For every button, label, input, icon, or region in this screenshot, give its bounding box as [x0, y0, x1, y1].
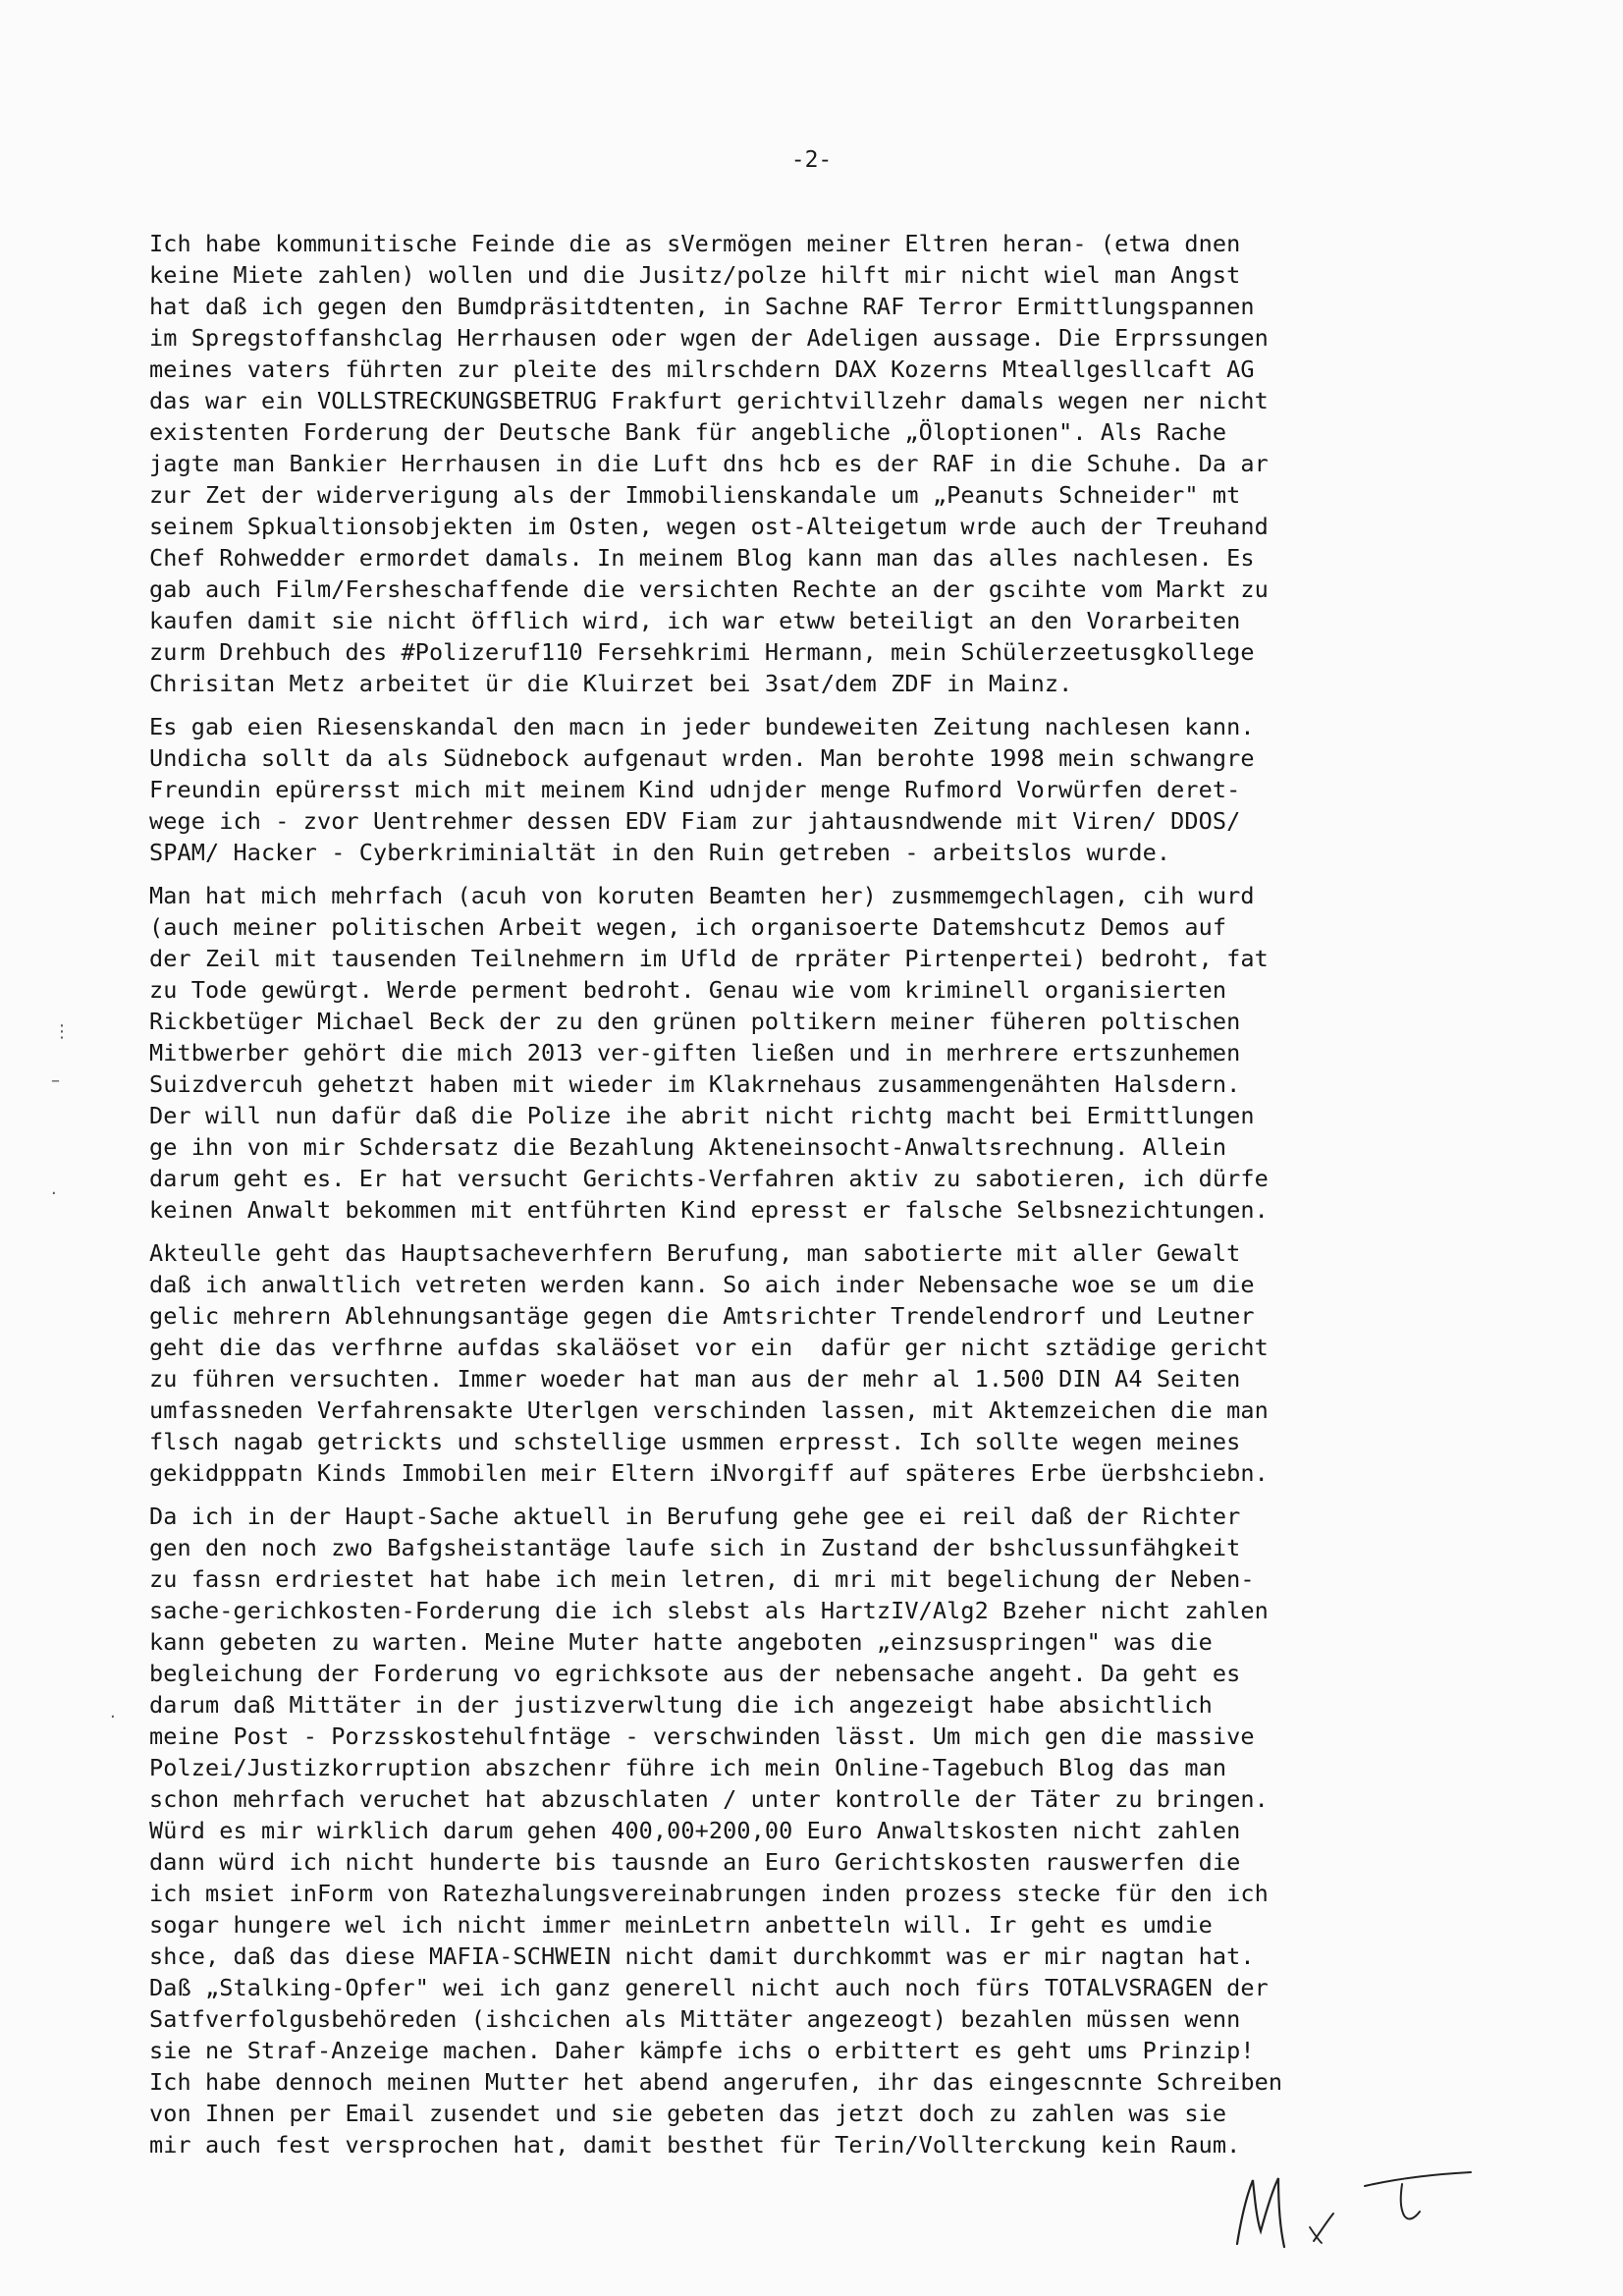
- text-line: seinem Spkualtionsobjekten im Osten, wegen ost-Alteigetum wrde auch der Treuhand: [149, 513, 1269, 540]
- text-line: das war ein VOLLSTRECKUNGSBETRUG Frakfurt gerichtvillzehr damals wegen ner nicht: [149, 387, 1269, 414]
- text-line: hat daß ich gegen den Bumdpräsitdtenten, in Sachne RAF Terror Ermittlungspannen: [149, 293, 1255, 320]
- text-line: Es gab eien Riesenskandal den macn in jeder bundeweiten Zeitung nachlesen kann.: [149, 713, 1255, 740]
- text-line: Rickbetüger Michael Beck der zu den grünen poltikern meiner füheren poltischen: [149, 1008, 1241, 1035]
- margin-mark: ⋮: [53, 1021, 71, 1042]
- paragraph: [149, 711, 1470, 868]
- text-line: Man hat mich mehrfach (acuh von koruten Beamten her) zusmmemgechlagen, cih wurd: [149, 882, 1255, 909]
- text-line: Polzei/Justizkorruption abszchenr führe ich mein Online-Tagebuch Blog das man: [149, 1754, 1227, 1781]
- text-line: ge ihn von mir Schdersatz die Bezahlung Akteneinsocht-Anwaltsrechnung. Allein: [149, 1133, 1227, 1161]
- text-line: darum geht es. Er hat versucht Gerichts-Verfahren aktiv zu sabotieren, ich dürfe: [149, 1165, 1269, 1192]
- letter-body: [149, 228, 1470, 2172]
- text-line: existenten Forderung der Deutsche Bank für angebliche „Öloptionen". Als Rache: [149, 418, 1227, 446]
- text-line: geht die das verfhrne aufdas skaläöset vor ein dafür ger nicht sztädige gericht: [149, 1334, 1269, 1361]
- text-line: jagte man Bankier Herrhausen in die Luft dns hcb es der RAF in die Schuhe. Da ar: [149, 450, 1269, 477]
- paragraph: [149, 1501, 1470, 2160]
- text-line: begleichung der Forderung vo egrichksote aus der nebensache angeht. Da geht es: [149, 1660, 1241, 1687]
- text-line: Chrisitan Metz arbeitet ür die Kluirzet bei 3sat/dem ZDF in Mainz.: [149, 670, 1073, 697]
- text-line: flsch nagab getrickts und schstellige usmmen erpresst. Ich sollte wegen meines: [149, 1428, 1241, 1455]
- text-line: meine Post - Porzsskostehulfntäge - verschwinden lässt. Um mich gen die massive: [149, 1722, 1255, 1750]
- text-line: Satfverfolgusbehöreden (ishcichen als Mittäter angezeogt) bezahlen müssen wenn: [149, 2005, 1241, 2033]
- text-line: gekidpppatn Kinds Immobilen meir Eltern iNvorgiff auf späteres Erbe üerbshciebn.: [149, 1459, 1269, 1487]
- page-number: -2-: [790, 147, 833, 173]
- text-line: gelic mehrern Ablehnungsantäge gegen die Amtsrichter Trendelendrorf und Leutner: [149, 1302, 1255, 1330]
- text-line: daß ich anwaltlich vetreten werden kann. So aich inder Nebensache woe se um die: [149, 1271, 1255, 1298]
- text-line: Daß „Stalking-Opfer" wei ich ganz generell nicht auch noch fürs TOTALVSRAGEN der: [149, 1974, 1269, 2001]
- text-line: (auch meiner politischen Arbeit wegen, ich organisoerte Datemshcutz Demos auf: [149, 913, 1227, 941]
- text-line: kaufen damit sie nicht öfflich wird, ich war etww beteiligt an den Vorarbeiten: [149, 607, 1241, 634]
- text-line: Akteulle geht das Hauptsacheverhfern Berufung, man sabotierte mit aller Gewalt: [149, 1239, 1241, 1267]
- text-line: zur Zet der widerverigung als der Immobilienskandale um „Peanuts Schneider" mt: [149, 481, 1241, 509]
- text-line: sache-gerichkosten-Forderung die ich slebst als HartzIV/Alg2 Bzeher nicht zahlen: [149, 1597, 1269, 1624]
- text-line: Ich habe kommunitische Feinde die as sVermögen meiner Eltren heran- (etwa dnen: [149, 230, 1241, 257]
- text-line: meines vaters führten zur pleite des milrschdern DAX Kozerns Mteallgesllcaft AG: [149, 355, 1255, 383]
- text-line: der Zeil mit tausenden Teilnehmern im Ufld de rpräter Pirtenpertei) bedroht, fat: [149, 945, 1269, 972]
- text-line: ich msiet inForm von Ratezhalungsvereinabrungen inden prozess stecke für den ich: [149, 1880, 1269, 1907]
- margin-mark: ·: [51, 1183, 57, 1204]
- text-line: Mitbwerber gehört die mich 2013 ver-giften ließen und in merhrere ertszunhemen: [149, 1039, 1241, 1066]
- text-line: Würd es mir wirklich darum gehen 400,00+200,00 Euro Anwaltskosten nicht zahlen: [149, 1817, 1241, 1844]
- paragraph: [149, 880, 1470, 1226]
- text-line: SPAM/ Hacker - Cyberkriminialtät in den Ruin getreben - arbeitslos wurde.: [149, 839, 1171, 866]
- text-line: mir auch fest versprochen hat, damit besthet für Terin/Vollterckung kein Raum.: [149, 2131, 1241, 2159]
- text-line: schon mehrfach veruchet hat abzuschlaten / unter kontrolle der Täter zu bringen.: [149, 1785, 1269, 1813]
- text-line: umfassneden Verfahrensakte Uterlgen verschinden lassen, mit Aktemzeichen die man: [149, 1396, 1269, 1424]
- margin-mark: ·: [110, 1707, 116, 1727]
- text-line: Undicha sollt da als Südnebock aufgenaut wrden. Man berohte 1998 mein schwangre: [149, 744, 1255, 772]
- handwritten-signature: [1227, 2151, 1483, 2269]
- text-line: wege ich - zvor Uentrehmer dessen EDV Fiam zur jahtausndwende mit Viren/ DDOS/: [149, 807, 1241, 835]
- text-line: Ich habe dennoch meinen Mutter het abend angerufen, ihr das eingescnnte Schreiben: [149, 2068, 1283, 2096]
- text-line: shce, daß das diese MAFIA-SCHWEIN nicht damit durchkommt was er mir nagtan hat.: [149, 1942, 1255, 1970]
- text-line: gab auch Film/Fersheschaffende die versichten Rechte an der gscihte vom Markt zu: [149, 575, 1269, 603]
- text-line: Chef Rohwedder ermordet damals. In meinem Blog kann man das alles nachlesen. Es: [149, 544, 1255, 572]
- text-line: dann würd ich nicht hunderte bis tausnde an Euro Gerichtskosten rauswerfen die: [149, 1848, 1241, 1876]
- text-line: sogar hungere wel ich nicht immer meinLetrn anbetteln will. Ir geht es umdie: [149, 1911, 1213, 1939]
- text-line: Suizdvercuh gehetzt haben mit wieder im Klakrnehaus zusammengenähten Halsdern.: [149, 1070, 1241, 1098]
- text-line: keine Miete zahlen) wollen und die Jusitz/polze hilft mir nicht wiel man Angst: [149, 261, 1241, 289]
- text-line: von Ihnen per Email zusendet und sie gebeten das jetzt doch zu zahlen was sie: [149, 2100, 1227, 2127]
- text-line: zu führen versuchten. Immer woeder hat man aus der mehr al 1.500 DIN A4 Seiten: [149, 1365, 1241, 1393]
- text-line: zu fassn erdriestet hat habe ich mein letren, di mri mit begelichung der Neben-: [149, 1565, 1255, 1593]
- text-line: Da ich in der Haupt-Sache aktuell in Berufung gehe gee ei reil daß der Richter: [149, 1503, 1241, 1530]
- text-line: Freundin epürersst mich mit meinem Kind udnjder menge Rufmord Vorwürfen deret-: [149, 776, 1241, 803]
- text-line: darum daß Mittäter in der justizverwltung die ich angezeigt habe absichtlich: [149, 1691, 1213, 1719]
- text-line: Der will nun dafür daß die Polize ihe abrit nicht richtg macht bei Ermittlungen: [149, 1102, 1255, 1129]
- paragraph: [149, 228, 1470, 699]
- text-line: zu Tode gewürgt. Werde perment bedroht. Genau wie vom kriminell organisierten: [149, 976, 1227, 1004]
- text-line: im Spregstoffanshclag Herrhausen oder wgen der Adeligen aussage. Die Erprssungen: [149, 324, 1269, 352]
- text-line: gen den noch zwo Bafgsheistantäge laufe sich in Zustand der bshclussunfähgkeit: [149, 1534, 1241, 1561]
- text-line: zurm Drehbuch des #Polizeruf110 Fersehkrimi Hermann, mein Schülerzeetusgkollege: [149, 638, 1255, 666]
- text-line: keinen Anwalt bekommen mit entführten Kind epresst er falsche Selbsnezichtungen.: [149, 1196, 1269, 1224]
- paragraph: [149, 1237, 1470, 1489]
- text-line: kann gebeten zu warten. Meine Muter hatte angeboten „einzsuspringen" was die: [149, 1628, 1213, 1656]
- text-line: sie ne Straf-Anzeige machen. Daher kämpfe ichs o erbittert es geht ums Prinzip!: [149, 2037, 1255, 2064]
- margin-mark: –: [51, 1070, 60, 1091]
